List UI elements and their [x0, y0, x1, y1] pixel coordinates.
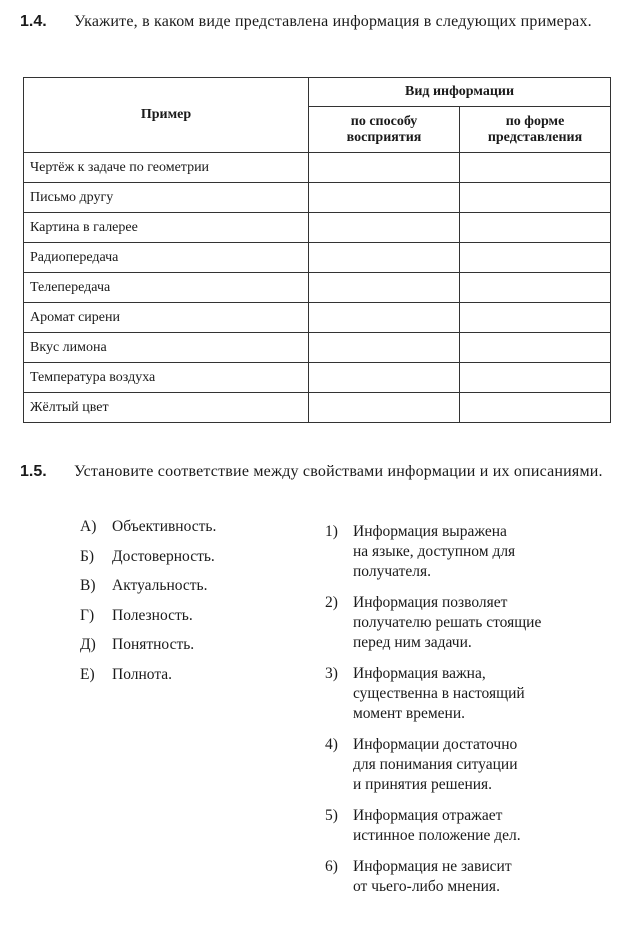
list-item — [80, 635, 300, 665]
list-item — [80, 517, 300, 547]
item-label: Д) — [80, 636, 96, 653]
item-label: В) — [80, 577, 96, 594]
cell-form[interactable] — [460, 333, 611, 363]
list-item — [325, 735, 625, 795]
descriptions-list — [325, 522, 625, 908]
item-text: Информация важна, существенна в настоящий момент времени. — [353, 665, 525, 722]
cell-form[interactable] — [460, 273, 611, 303]
cell-perception[interactable] — [309, 213, 460, 243]
cell-perception[interactable] — [309, 153, 460, 183]
row-example: Жёлтый цвет — [24, 393, 309, 423]
item-label: 4) — [325, 736, 338, 753]
properties-list — [80, 517, 300, 694]
item-text: Информация отражает истинное положение дел. — [353, 807, 521, 844]
header-group: Вид информации — [309, 78, 611, 107]
task-number: 1.5. — [20, 463, 47, 480]
item-text: Полезность. — [112, 606, 193, 624]
item-label: 2) — [325, 594, 338, 611]
cell-form[interactable] — [460, 303, 611, 333]
task-1-4-heading — [20, 12, 610, 31]
table-row — [24, 183, 611, 213]
item-label: 5) — [325, 807, 338, 824]
item-text: Информации достаточно для понимания ситуации и принятия решения. — [353, 736, 518, 793]
list-item — [80, 665, 300, 695]
row-example: Телепередача — [24, 273, 309, 303]
list-item — [325, 857, 625, 897]
table-row — [24, 363, 611, 393]
table-row — [24, 153, 611, 183]
item-label: 6) — [325, 858, 338, 875]
cell-form[interactable] — [460, 153, 611, 183]
cell-form[interactable] — [460, 183, 611, 213]
item-text: Информация не зависит от чьего-либо мнения. — [353, 858, 512, 895]
item-text: Полнота. — [112, 665, 173, 683]
cell-perception[interactable] — [309, 333, 460, 363]
list-item — [325, 806, 625, 846]
cell-form[interactable] — [460, 393, 611, 423]
list-item — [80, 606, 300, 636]
cell-perception[interactable] — [309, 243, 460, 273]
cell-perception[interactable] — [309, 303, 460, 333]
item-text: Информация позволяет получателю решать стоящие перед ним задачи. — [353, 594, 542, 651]
item-text: Понятность. — [112, 636, 195, 653]
row-example: Аромат сирени — [24, 303, 309, 333]
list-item — [80, 576, 300, 606]
row-example: Температура воздуха — [24, 363, 309, 393]
cell-perception[interactable] — [309, 183, 460, 213]
table-row — [24, 243, 611, 273]
cell-perception[interactable] — [309, 393, 460, 423]
header-sub-form: по форме представления — [460, 107, 611, 153]
list-item — [325, 593, 625, 653]
table-row — [24, 273, 611, 303]
item-label: Г) — [80, 606, 95, 624]
list-item — [80, 547, 300, 577]
header-example: Пример — [24, 78, 309, 153]
table-row — [24, 393, 611, 423]
cell-perception[interactable] — [309, 273, 460, 303]
info-table — [23, 77, 611, 423]
row-example: Письмо другу — [24, 183, 309, 213]
cell-form[interactable] — [460, 363, 611, 393]
row-example: Чертёж к задаче по геометрии — [24, 153, 309, 183]
item-text: Актуальность. — [112, 577, 208, 594]
task-number: 1.4. — [20, 13, 47, 30]
row-example: Радиопередача — [24, 243, 309, 273]
task-1-5-heading — [20, 462, 610, 481]
list-item — [325, 664, 625, 724]
row-example: Картина в галерее — [24, 213, 309, 243]
task-text: Укажите, в каком виде представлена информация в следующих примерах. — [74, 13, 592, 30]
item-label: 3) — [325, 665, 338, 682]
table-row — [24, 213, 611, 243]
item-label: 1) — [325, 523, 338, 540]
item-label: Е) — [80, 665, 95, 683]
table-row — [24, 303, 611, 333]
header-sub-perception: по способу восприятия — [309, 107, 460, 153]
cell-form[interactable] — [460, 243, 611, 273]
item-label: А) — [80, 518, 97, 535]
list-item — [325, 522, 625, 582]
cell-perception[interactable] — [309, 363, 460, 393]
table-row — [24, 333, 611, 363]
item-text: Информация выражена на языке, доступном для получателя. — [353, 523, 516, 580]
task-text: Установите соответствие между свойствами информации и их описаниями. — [74, 463, 603, 480]
item-text: Достоверность. — [112, 547, 215, 565]
item-label: Б) — [80, 547, 95, 565]
row-example: Вкус лимона — [24, 333, 309, 363]
cell-form[interactable] — [460, 213, 611, 243]
item-text: Объективность. — [112, 518, 217, 535]
